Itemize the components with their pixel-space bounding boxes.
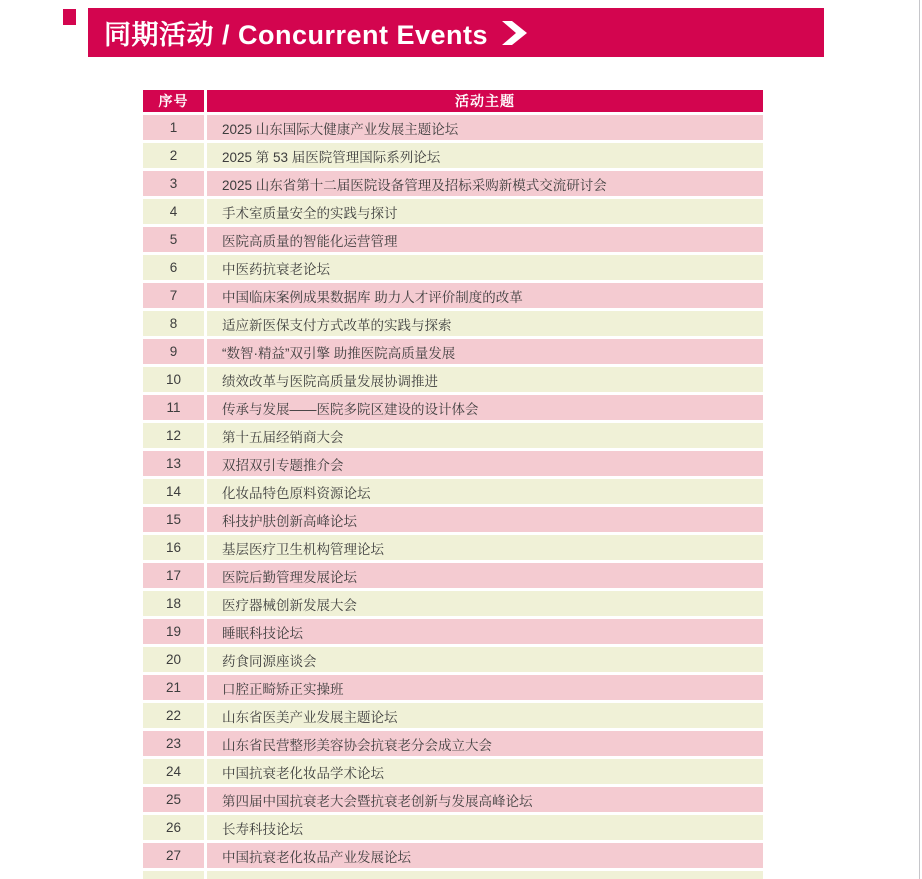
table-row bbox=[143, 703, 763, 728]
row-topic bbox=[207, 871, 763, 879]
row-index: 5 bbox=[143, 227, 204, 252]
row-topic: 适应新医保支付方式改革的实践与探索 bbox=[207, 311, 763, 336]
table-row bbox=[143, 227, 763, 252]
section-title: 同期活动 / Concurrent Events bbox=[104, 20, 489, 50]
table-row bbox=[143, 115, 763, 140]
row-index: 18 bbox=[143, 591, 204, 616]
table-row bbox=[143, 563, 763, 588]
row-index: 7 bbox=[143, 283, 204, 308]
row-topic: 中国抗衰老化妆品产业发展论坛 bbox=[207, 843, 763, 868]
row-index: 1 bbox=[143, 115, 204, 140]
row-topic: 中医药抗衰老论坛 bbox=[207, 255, 763, 280]
row-index bbox=[143, 871, 204, 879]
chevron-right-icon bbox=[502, 21, 529, 45]
row-topic: 药食同源座谈会 bbox=[207, 647, 763, 672]
row-topic: 山东省医美产业发展主题论坛 bbox=[207, 703, 763, 728]
row-index: 14 bbox=[143, 479, 204, 504]
corner-red-square bbox=[63, 9, 76, 25]
row-topic: 科技护肤创新高峰论坛 bbox=[207, 507, 763, 532]
table-row bbox=[143, 199, 763, 224]
row-topic: 2025 第 53 届医院管理国际系列论坛 bbox=[207, 143, 763, 168]
row-topic: 绩效改革与医院高质量发展协调推进 bbox=[207, 367, 763, 392]
table-row bbox=[143, 759, 763, 784]
table-row bbox=[143, 255, 763, 280]
row-index: 9 bbox=[143, 339, 204, 364]
row-topic: 第四届中国抗衰老大会暨抗衰老创新与发展高峰论坛 bbox=[207, 787, 763, 812]
row-topic: 长寿科技论坛 bbox=[207, 815, 763, 840]
row-index: 24 bbox=[143, 759, 204, 784]
row-topic: “数智·精益”双引擎 助推医院高质量发展 bbox=[207, 339, 763, 364]
table-row bbox=[143, 675, 763, 700]
row-index: 27 bbox=[143, 843, 204, 868]
row-topic: 医疗器械创新发展大会 bbox=[207, 591, 763, 616]
row-topic: 化妆品特色原料资源论坛 bbox=[207, 479, 763, 504]
table-row bbox=[143, 843, 763, 868]
section-banner bbox=[88, 8, 824, 57]
table-row bbox=[143, 395, 763, 420]
column-header-index: 序号 bbox=[143, 90, 204, 112]
table-row bbox=[143, 647, 763, 672]
row-index: 17 bbox=[143, 563, 204, 588]
table-body bbox=[143, 115, 763, 868]
column-header-topic: 活动主题 bbox=[207, 90, 763, 112]
table-row bbox=[143, 339, 763, 364]
row-topic: 口腔正畸矫正实操班 bbox=[207, 675, 763, 700]
row-topic: 医院高质量的智能化运营管理 bbox=[207, 227, 763, 252]
row-index: 23 bbox=[143, 731, 204, 756]
row-index: 21 bbox=[143, 675, 204, 700]
row-index: 2 bbox=[143, 143, 204, 168]
row-index: 15 bbox=[143, 507, 204, 532]
row-topic: 中国临床案例成果数据库 助力人才评价制度的改革 bbox=[207, 283, 763, 308]
table-row bbox=[143, 367, 763, 392]
table-row bbox=[143, 535, 763, 560]
row-index: 4 bbox=[143, 199, 204, 224]
row-topic: 睡眠科技论坛 bbox=[207, 619, 763, 644]
row-index: 10 bbox=[143, 367, 204, 392]
row-topic: 中国抗衰老化妆品学术论坛 bbox=[207, 759, 763, 784]
row-index: 16 bbox=[143, 535, 204, 560]
row-index: 20 bbox=[143, 647, 204, 672]
table-row bbox=[143, 815, 763, 840]
row-index: 12 bbox=[143, 423, 204, 448]
table-row bbox=[143, 591, 763, 616]
table-row bbox=[143, 479, 763, 504]
row-topic: 双招双引专题推介会 bbox=[207, 451, 763, 476]
row-index: 6 bbox=[143, 255, 204, 280]
table-row bbox=[143, 311, 763, 336]
concurrent-events-table bbox=[143, 90, 763, 879]
row-index: 13 bbox=[143, 451, 204, 476]
row-topic: 2025 山东国际大健康产业发展主题论坛 bbox=[207, 115, 763, 140]
row-topic: 山东省民营整形美容协会抗衰老分会成立大会 bbox=[207, 731, 763, 756]
table-row bbox=[143, 423, 763, 448]
row-index: 25 bbox=[143, 787, 204, 812]
row-topic: 医院后勤管理发展论坛 bbox=[207, 563, 763, 588]
table-row bbox=[143, 619, 763, 644]
row-index: 19 bbox=[143, 619, 204, 644]
table-row bbox=[143, 507, 763, 532]
row-index: 3 bbox=[143, 171, 204, 196]
table-header-row bbox=[143, 90, 763, 112]
table-row bbox=[143, 451, 763, 476]
table-row bbox=[143, 283, 763, 308]
table-row bbox=[143, 731, 763, 756]
table-row bbox=[143, 143, 763, 168]
table-row bbox=[143, 171, 763, 196]
page-edge-line bbox=[919, 0, 920, 879]
row-index: 26 bbox=[143, 815, 204, 840]
table-row bbox=[143, 787, 763, 812]
row-topic: 手术室质量安全的实践与探讨 bbox=[207, 199, 763, 224]
row-topic: 传承与发展——医院多院区建设的设计体会 bbox=[207, 395, 763, 420]
row-topic: 第十五届经销商大会 bbox=[207, 423, 763, 448]
table-row-partial bbox=[143, 871, 763, 879]
row-index: 22 bbox=[143, 703, 204, 728]
row-topic: 基层医疗卫生机构管理论坛 bbox=[207, 535, 763, 560]
row-index: 11 bbox=[143, 395, 204, 420]
row-index: 8 bbox=[143, 311, 204, 336]
row-topic: 2025 山东省第十二届医院设备管理及招标采购新模式交流研讨会 bbox=[207, 171, 763, 196]
